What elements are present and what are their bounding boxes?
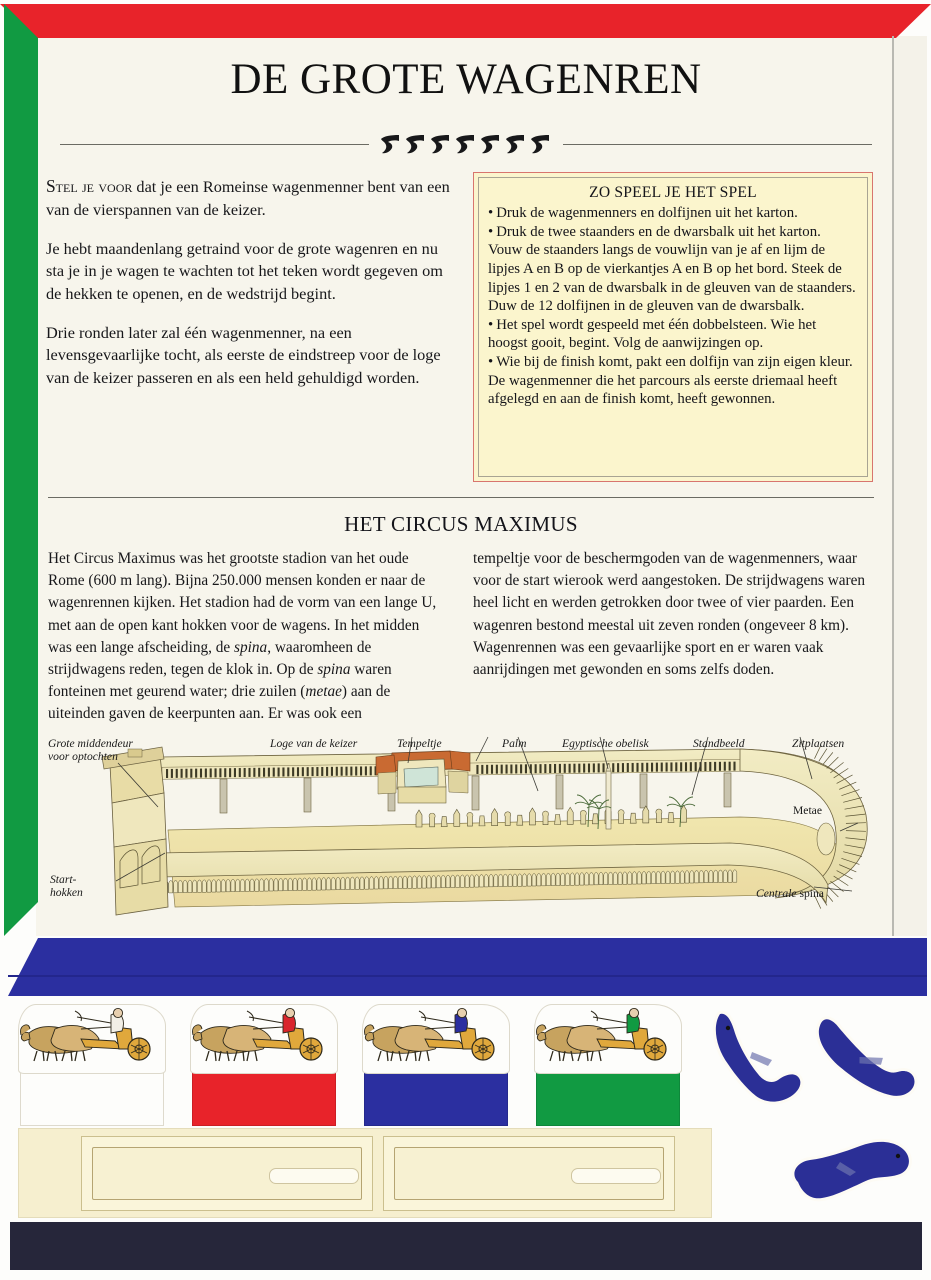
chariot-quadriga-icon [535,1005,677,1071]
circus-left-text: Het Circus Maximus was het grootste stadion van het oude Rome (600 m lang). Bijna 250.000 mensen konden er naar de wagenrennen kijken. Het stadion had de vorm van een lange U, met aan de open kant hokken voor de wagens. In het midden was een lange afscheiding, de spina, waaromheen de strijdwagens reden, tegen de klok in. Op de spina waren fonteinen met geurend water; drie zuilen (metae) aan de uiteinden gaven de keerpunten aan. Er was ook een [48,550,437,723]
illus-label-grote-middendeur [48,737,133,764]
illus-label-zitplaatsen: Zitplaatsen [792,737,845,750]
chariot-card-blue[interactable] [362,1004,508,1126]
crossbeam-strip-2-panel [383,1136,675,1211]
chariot-whip-glyph [454,126,478,156]
board-right-edge-line [892,36,894,936]
circus-section-title: HET CIRCUS MAXIMUS [344,512,578,536]
intro-paragraph-1 [46,175,450,221]
crossbeam-strip-1-panel [81,1136,373,1211]
illus-label-tempeltje: Tempeltje [397,737,442,750]
illus-label-standbeeld: Standbeeld [693,737,745,750]
chariot-figure-plate [18,1004,166,1074]
dolphin-cutout-3[interactable] [782,1126,922,1231]
illus-label-egyptische-obelisk: Egyptische obelisk [562,737,649,750]
board-blue-seam-line [8,975,927,977]
rules-item-4-text: Wie bij de finish komt, pakt een dolfijn van zijn eigen kleur. De wagenmenner die het parcours als eerste driemaal heeft afgelegd en aan de finish komt, heeft gewonnen. [488,354,853,408]
board-border-left-green [4,4,38,936]
illus-label-palm: Palm [502,737,527,750]
bullet-icon: • [488,223,494,240]
circus-maximus-drawing [40,735,890,930]
metae-drawing [817,823,835,855]
circus-column-right [473,548,871,681]
chariot-whip-glyph [429,126,453,156]
chariot-whip-glyph [379,126,403,156]
rules-title: ZO SPEEL JE HET SPEL [589,184,757,201]
chariot-quadriga-icon [363,1005,505,1071]
section-divider [48,497,874,498]
chariot-figure-plate [534,1004,682,1074]
rules-item-1 [488,204,858,223]
crossbeam-strip-1[interactable] [18,1128,712,1218]
bullet-icon: • [488,205,494,221]
illus-label-metae: Metae [793,804,822,817]
rules-item-3 [488,316,858,353]
crossbeam-slot-1[interactable] [269,1168,359,1184]
page-title: DE GROTE WAGENREN [230,56,702,103]
dolphin-cutout-1[interactable] [702,1004,812,1129]
rules-item-4 [488,353,858,409]
intro-paragraph-2: Je hebt maandenlang getraind voor de grote wagenren en nu sta je in je wagen te wachten tot het teken wordt gegeven om de hekken te openen, en de wedstrijd begint. [46,239,443,303]
latin-term: metae [305,683,342,701]
starting-gates-drawing [102,747,168,915]
bullet-icon: • [488,354,494,371]
circus-maximus-illustration [40,735,890,930]
title-rule-ornament [60,126,872,156]
intro-paragraph-3: Drie ronden later zal één wagenmenner, na een levensgevaarlijke tocht, als eerste de eindstreep voor de loge van de keizer passeren en als een held gehuldigd worden. [46,323,441,387]
circus-column-left [48,548,446,725]
rules-item-1-text: Druk de wagenmenners en dolfijnen uit het karton. [496,205,798,221]
rules-box [473,172,873,482]
bullet-icon: • [488,316,494,333]
chariot-quadriga-icon [191,1005,333,1071]
intro-lead-smallcaps: Stel je voor [46,176,133,196]
chariot-whip-glyph [404,126,428,156]
chariot-whip-glyph [529,126,553,156]
latin-term: spina [317,660,351,678]
rules-item-2-text: Druk de twee staanders en de dwarsbalk uit het karton. Vouw de staanders langs de vouwlijn van je af en lijm de lipjes A en B op de vierkantjes A en B op het bord. Steek de lipjes 1 en 2 van de dwarsbalk in de gleuven van de staanders. Duw de 12 dolfijnen in de gleuven van de dwarsbalk. [488,223,856,315]
chariot-card-white[interactable] [18,1004,164,1126]
chariot-whip-glyph [504,126,528,156]
board-border-blue-band [8,938,927,996]
illus-label-centrale-spina-word2: spina [799,887,824,900]
illus-label-loge-van-de-keizer: Loge van de keizer [270,737,358,750]
rules-box-inner-frame [478,177,868,477]
crossbeam-strip-2-inset [394,1147,664,1200]
board-border-top-red [0,4,931,38]
illus-label-starthokken-line2: hokken [50,886,83,900]
crossbeam-slot-2[interactable] [571,1168,661,1184]
illus-label-centrale-spina [756,887,824,900]
paper-right-margin [894,36,927,936]
circus-right-text: tempeltje voor de beschermgoden van de wagenmenners, waar voor de start wierook werd aangestoken. De strijdwagens waren heel licht en werden getrokken door twee of vier paarden. Een wagenren bestond meestal uit zeven ronden (ongeveer 8 km). Wagenrennen was een gevaarlijke sport en er waren vaak aanrijdingen met gewonden en soms zelfs doden. [473,550,866,678]
illus-label-starthokken [50,873,83,900]
chariot-card-green[interactable] [534,1004,680,1126]
chariot-whip-glyph-group [369,126,563,156]
illus-label-centrale-spina-word1: Centrale [756,887,797,900]
illus-label-grote-middendeur-line2: voor optochten [48,750,118,764]
intro-text-column [46,175,450,406]
chariot-card-red[interactable] [190,1004,336,1126]
illus-label-starthokken-line1: Start- [50,873,77,886]
dolphin-cutout-2[interactable] [808,998,918,1133]
chariot-figure-plate [190,1004,338,1074]
illus-label-grote-middendeur-line1: Grote middendeur [48,737,133,750]
intro-paragraph-1-text: dat je een Romeinse wagenmenner bent van een van de vierspannen van de keizer. [46,177,450,219]
rules-item-3-text: Het spel wordt gespeeld met één dobbelsteen. Wie het hoogst gooit, begint. Volg de aanwijzingen op. [488,316,817,352]
chariot-quadriga-icon [19,1005,161,1071]
title-area [60,55,872,156]
rules-item-2 [488,223,858,316]
chariot-whip-glyph [479,126,503,156]
latin-term: spina [234,638,268,656]
punchout-sheet [0,996,931,1226]
chariot-figure-plate [362,1004,510,1074]
crossbeam-strip-1-inset [92,1147,362,1200]
